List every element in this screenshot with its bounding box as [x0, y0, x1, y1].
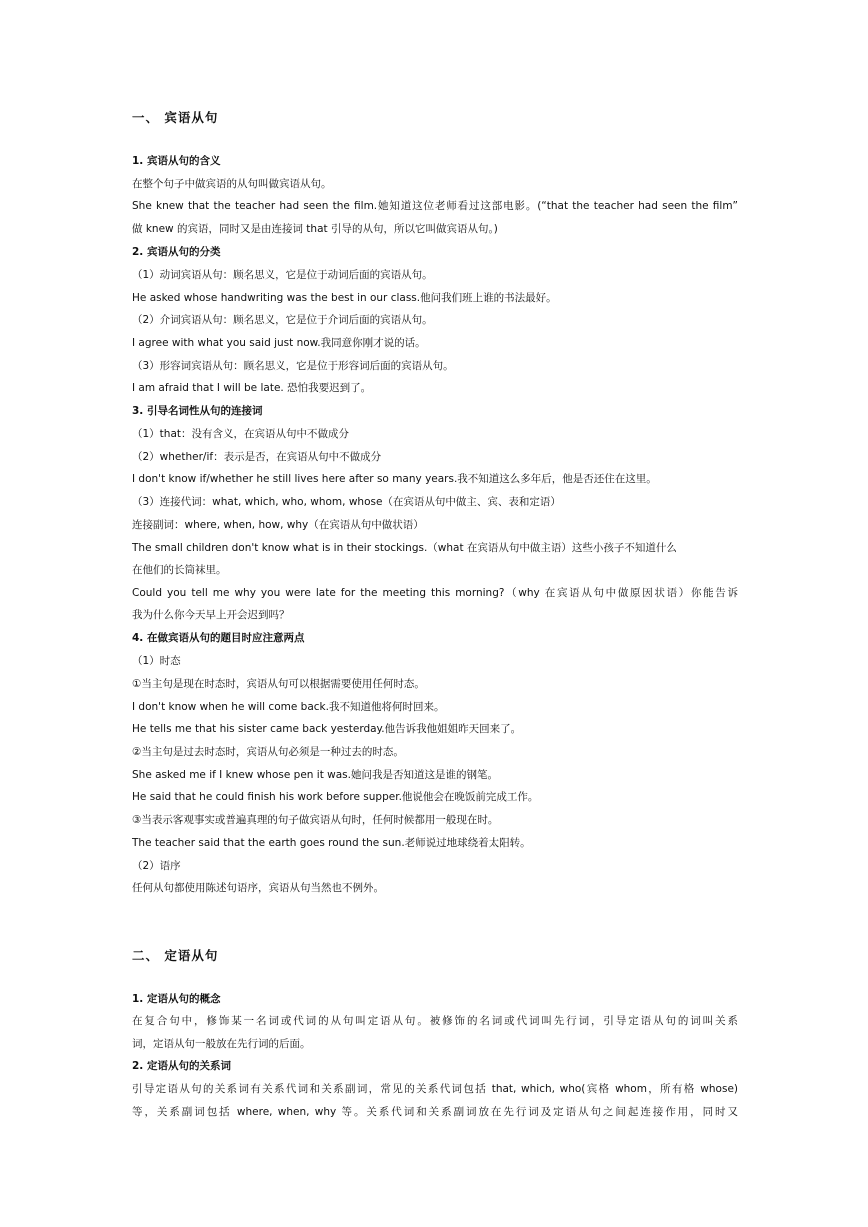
text-line: I don't know if/whether he still lives here after so many years.我不知道这么多年后，他是否还住在这里。	[132, 473, 657, 485]
subsection-heading: 1. 定语从句的概念	[132, 993, 221, 1005]
text-line: （1）时态	[132, 655, 181, 667]
text-line: （1）动词宾语从句：顾名思义，它是位于动词后面的宾语从句。	[132, 269, 433, 281]
text-line: I am afraid that I will be late. 恐怕我要迟到了。	[132, 382, 372, 394]
section-heading: 二、 定语从句	[132, 948, 219, 963]
text-line: ①当主句是现在时态时，宾语从句可以根据需要使用任何时态。	[132, 678, 425, 690]
text-line: I agree with what you said just now.我同意你刚才说的话。	[132, 337, 426, 349]
text-line: Could you tell me why you were late for the meeting this morning?（why 在宾语从句中做原因状语）你能告诉	[132, 587, 738, 599]
text-line: 做 knew 的宾语，同时又是由连接词 that 引导的从句，所以它叫做宾语从句。)	[132, 223, 498, 235]
text-line: 任何从句都使用陈述句语序，宾语从句当然也不例外。	[132, 882, 384, 894]
subsection-heading: 4. 在做宾语从句的题目时应注意两点	[132, 632, 305, 644]
subsection-heading: 3. 引导名词性从句的连接词	[132, 405, 263, 417]
text-line: He asked whose handwriting was the best in our class.他问我们班上谁的书法最好。	[132, 292, 557, 304]
text-line: He said that he could finish his work before supper.他说他会在晚饭前完成工作。	[132, 791, 539, 803]
text-line: 在他们的长筒袜里。	[132, 564, 227, 576]
text-line: The small children don't know what is in their stockings.（what 在宾语从句中做主语）这些小孩子不知道什么	[132, 542, 677, 554]
text-line: 在整个句子中做宾语的从句叫做宾语从句。	[132, 178, 332, 190]
text-line: The teacher said that the earth goes round the sun.老师说过地球绕着太阳转。	[132, 837, 531, 849]
section-heading: 一、 宾语从句	[132, 110, 219, 125]
text-line: 词，定语从句一般放在先行词的后面。	[132, 1038, 311, 1050]
text-line: （3）连接代词：what, which, who, whom, whose（在宾语从句中做主、宾、表和定语）	[132, 496, 561, 508]
text-line: I don't know when he will come back.我不知道他将何时回来。	[132, 701, 445, 713]
text-line: ②当主句是过去时态时，宾语从句必须是一种过去的时态。	[132, 746, 404, 758]
text-line: 引导定语从句的关系词有关系代词和关系副词，常见的关系代词包括 that, which, who(宾格 whom，所有格 whose)	[132, 1083, 738, 1095]
text-line: ③当表示客观事实或普遍真理的句子做宾语从句时，任何时候都用一般现在时。	[132, 814, 499, 826]
text-line: 等，关系副词包括 where, when, why 等。关系代词和关系副词放在先行词及定语从句之间起连接作用，同时又	[132, 1106, 738, 1118]
text-line: （2）介词宾语从句：顾名思义，它是位于介词后面的宾语从句。	[132, 314, 433, 326]
text-line: She asked me if I knew whose pen it was.她问我是否知道这是谁的钢笔。	[132, 769, 498, 781]
text-line: He tells me that his sister came back yesterday.他告诉我他姐姐昨天回来了。	[132, 723, 522, 735]
subsection-heading: 2. 宾语从句的分类	[132, 246, 221, 258]
subsection-heading: 1. 宾语从句的含义	[132, 155, 221, 167]
subsection-heading: 2. 定语从句的关系词	[132, 1060, 231, 1072]
text-line: （2）whether/if：表示是否，在宾语从句中不做成分	[132, 451, 382, 463]
text-line: （2）语序	[132, 860, 181, 872]
text-line: 在复合句中，修饰某一名词或代词的从句叫定语从句。被修饰的名词或代词叫先行词，引导定语从句的词叫关系	[132, 1015, 738, 1027]
text-line: She knew that the teacher had seen the film.她知道这位老师看过这部电影。(“that the teacher had seen the film”	[132, 200, 738, 212]
text-line: （3）形容词宾语从句：顾名思义，它是位于形容词后面的宾语从句。	[132, 360, 454, 372]
text-line: 我为什么你今天早上开会迟到吗？	[132, 609, 290, 621]
text-line: 连接副词：where, when, how, why（在宾语从句中做状语）	[132, 519, 424, 531]
text-line: （1）that：没有含义，在宾语从句中不做成分	[132, 428, 350, 440]
